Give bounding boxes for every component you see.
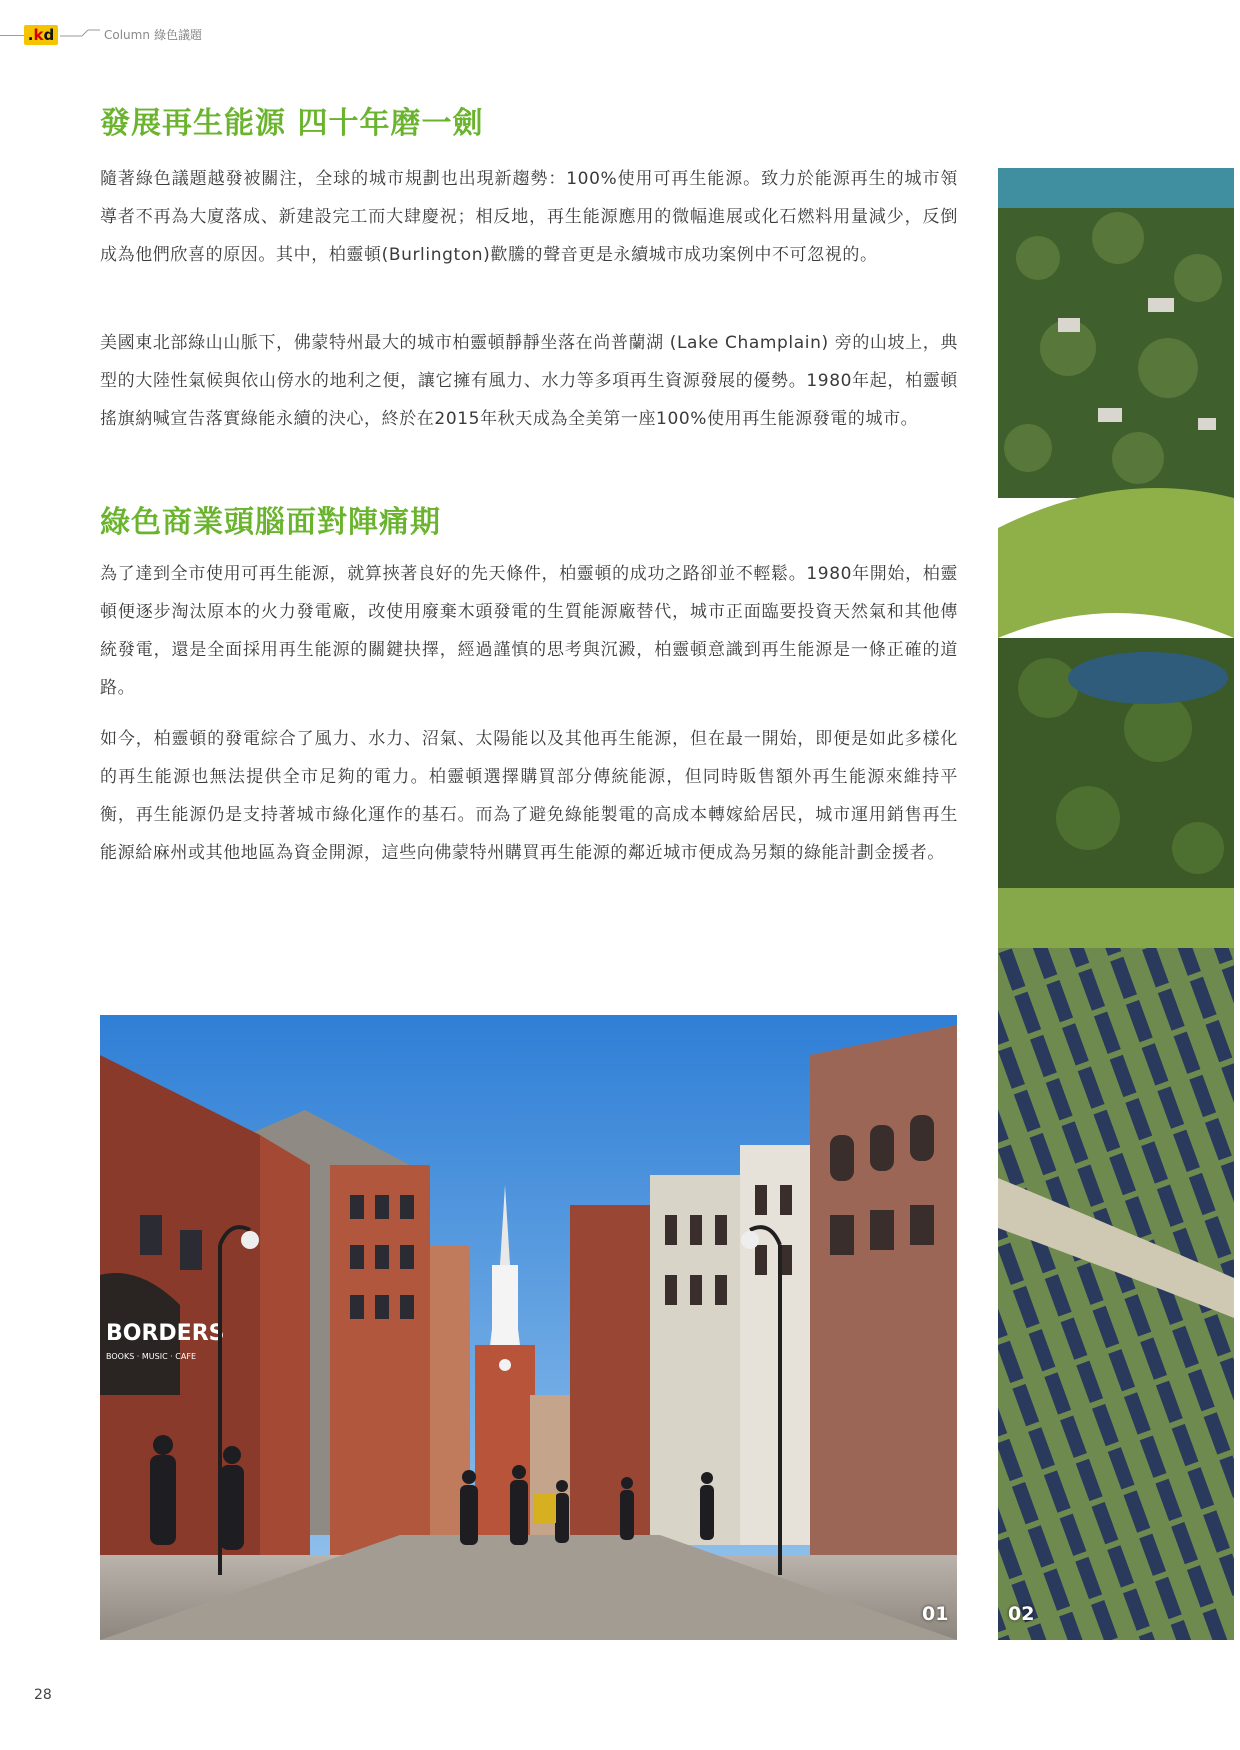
column-label xyxy=(104,26,202,43)
paragraph-3: 為了達到全市使用可再生能源，就算挾著良好的先天條件，柏靈頓的成功之路卻並不輕鬆。1980年開始，柏靈頓便逐步淘汰原本的火力發電廠，改使用廢棄木頭發電的生質能源廠替代，城市正面臨要投資天然氣和其他傳統發電，還是全面採用再生能源的關鍵抉擇，經過謹慎的思考與沉澱，柏靈頓意識到再生能源是一條正確的道路。 xyxy=(100,564,958,698)
street-photo xyxy=(100,1015,957,1640)
paragraph-2: 美國東北部綠山山脈下，佛蒙特州最大的城市柏靈頓靜靜坐落在尚普蘭湖 (Lake Champlain) 旁的山坡上，典型的大陸性氣候與依山傍水的地利之便，讓它擁有風力、水力等多項再生資源發展的優勢。1980年起，柏靈頓搖旗納喊宣告落實綠能永續的決心，終於在2015年秋天成為全美第一座100%使用再生能源發電的城市。 xyxy=(100,333,958,429)
store-sign-sub: BOOKS · MUSIC · CAFE xyxy=(106,1352,197,1361)
paragraph-4: 如今，柏靈頓的發電綜合了風力、水力、沼氣、太陽能以及其他再生能源，但在最一開始，即便是如此多樣化的再生能源也無法提供全市足夠的電力。柏靈頓選擇購買部分傳統能源，但同時販售額外再生能源來維持平衡，再生能源仍是支持著城市綠化運作的基石。而為了避免綠能製電的高成本轉嫁給居民，城市運用銷售再生能源給麻州或其他地區為資金開源，這些向佛蒙特州購買再生能源的鄰近城市便成為另類的綠能計劃金援者。 xyxy=(100,729,958,863)
magazine-logo: .kd xyxy=(24,25,58,45)
column-word: Column xyxy=(104,28,150,42)
street-scene-illustration xyxy=(100,1015,957,1640)
store-sign: BORDERS xyxy=(106,1321,225,1346)
column-topic: 綠色議題 xyxy=(153,28,202,42)
photo-number-01: 01 xyxy=(922,1603,949,1625)
paragraph-1: 隨著綠色議題越發被關注，全球的城市規劃也出現新趨勢：100%使用可再生能源。致力於能源再生的城市領導者不再為大廈落成、新建設完工而大肆慶祝；相反地，再生能源應用的微幅進展或化石燃料用量減少，反倒成為他們欣喜的原因。其中，柏靈頓(Burlington)歡騰的聲音更是永續城市成功案例中不可忽視的。 xyxy=(100,169,958,265)
header-line-left xyxy=(0,35,24,36)
aerial-solar-illustration xyxy=(998,168,1234,1640)
aerial-photo xyxy=(998,168,1234,1640)
header-divider-icon xyxy=(60,27,100,41)
page-number: 28 xyxy=(34,1687,52,1703)
section-title-1: 發展再生能源 四十年磨一劍 xyxy=(100,106,484,141)
section-title-2: 綠色商業頭腦面對陣痛期 xyxy=(100,505,441,540)
photo-number-02: 02 xyxy=(1008,1603,1035,1625)
